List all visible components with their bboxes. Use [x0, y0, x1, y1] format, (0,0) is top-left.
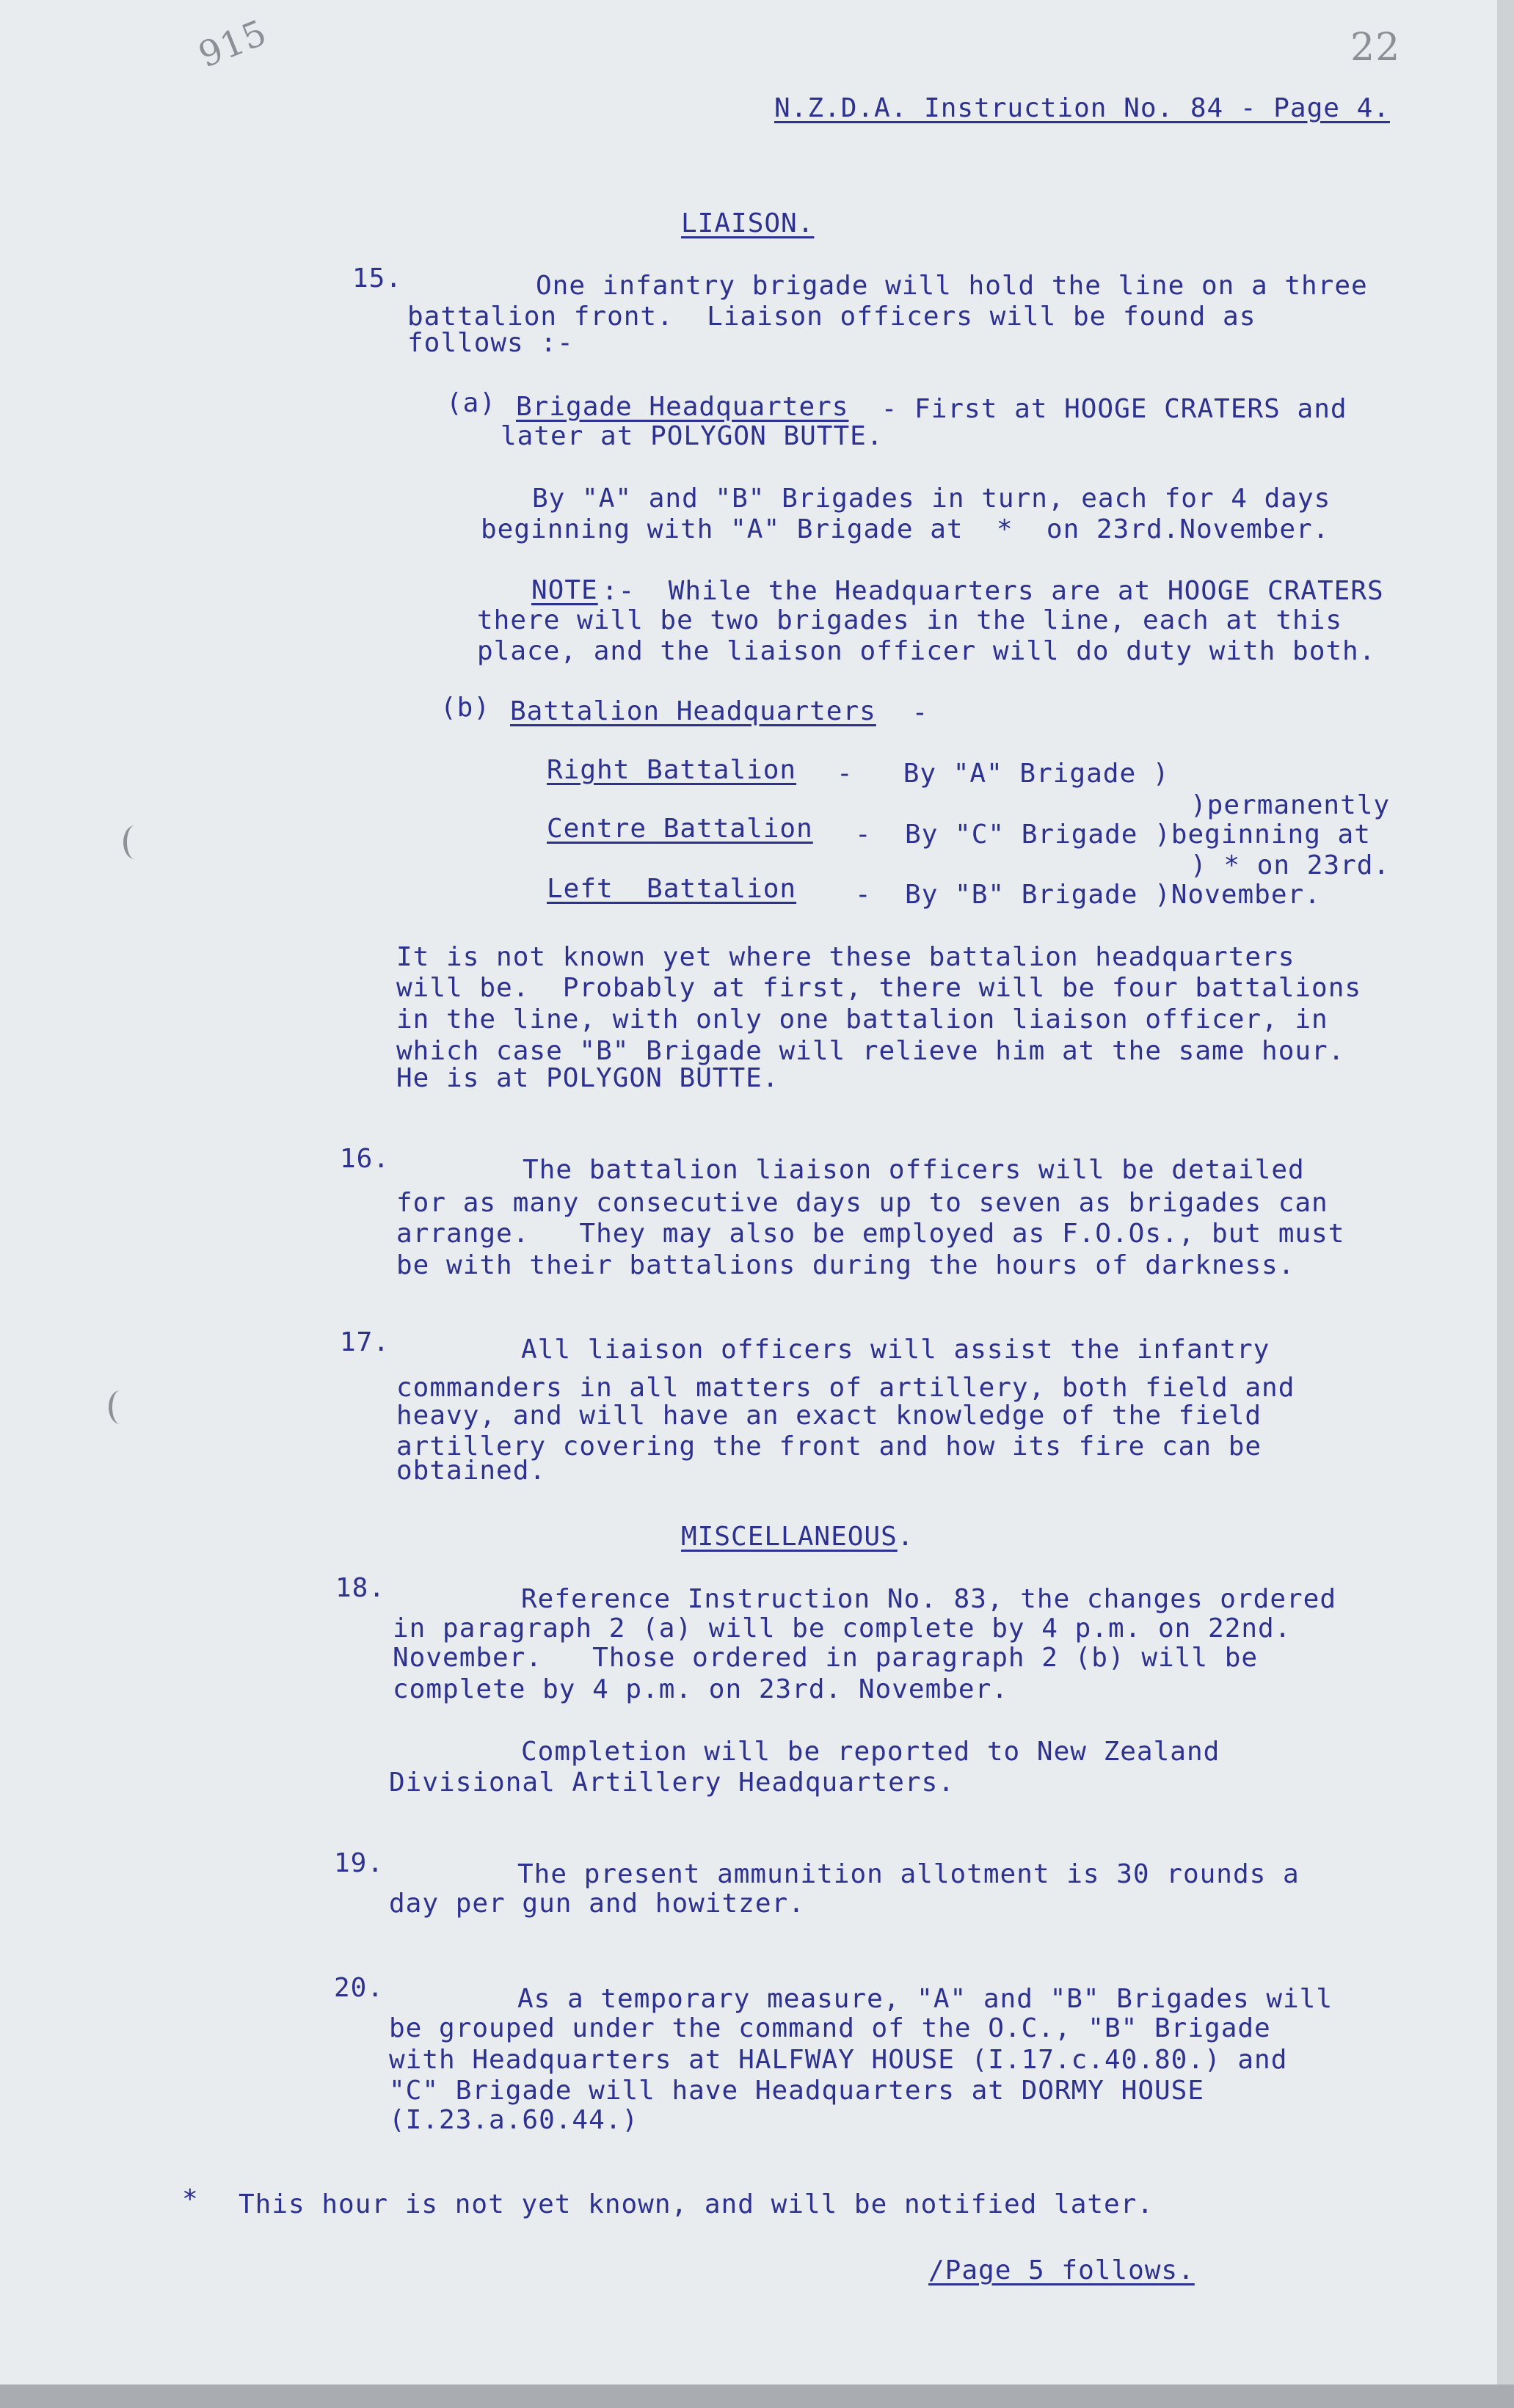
- para-text-line: One infantry brigade will hold the line on a three: [536, 271, 1368, 301]
- section-heading-miscellaneous: [681, 1522, 914, 1552]
- para-text-line: Reference Instruction No. 83, the changes ordered: [521, 1584, 1337, 1614]
- para-text-line: All liaison officers will assist the infantry: [521, 1335, 1270, 1365]
- para-text-line: commanders in all matters of artillery, both field and: [396, 1373, 1295, 1403]
- subpara-a-label: (a): [446, 388, 497, 418]
- battalion-left-allocation: - By "B" Brigade )November.: [855, 880, 1321, 910]
- para-text-line: which case "B" Brigade will relieve him at the same hour.: [396, 1036, 1345, 1066]
- para-text-line: As a temporary measure, "A" and "B" Brigades will: [517, 1984, 1333, 2014]
- battalion-centre: Centre Battalion: [547, 814, 813, 844]
- para-text-line: He is at POLYGON BUTTE.: [396, 1063, 779, 1093]
- para-text-line: beginning with "A" Brigade at * on 23rd.November.: [481, 514, 1330, 544]
- para-text-line: artillery covering the front and how its fire can be: [396, 1431, 1262, 1462]
- miscellaneous-heading-dot: .: [897, 1522, 914, 1552]
- subpara-b-label: (b): [440, 693, 491, 723]
- para-text-line: heavy, and will have an exact knowledge of the field: [396, 1401, 1262, 1431]
- battalion-left: Left Battalion: [547, 874, 797, 904]
- para-text-line: By "A" and "B" Brigades in turn, each for 4 days: [532, 484, 1331, 514]
- para-text-line: be grouped under the command of the O.C., "B" Brigade: [389, 2013, 1271, 2043]
- para-text-line: there will be two brigades in the line, each at this: [477, 605, 1343, 635]
- para-text-line: later at POLYGON BUTTE.: [501, 421, 884, 451]
- miscellaneous-heading-text: MISCELLANEOUS: [681, 1522, 898, 1552]
- para-text-line: in the line, with only one battalion liaison officer, in: [396, 1004, 1328, 1035]
- para-text-line: day per gun and howitzer.: [389, 1889, 805, 1919]
- para-text-line: will be. Probably at first, there will be four battalions: [396, 973, 1362, 1003]
- para-text-line: Divisional Artillery Headquarters.: [389, 1767, 955, 1798]
- para-text-line: complete by 4 p.m. on 23rd. November.: [393, 1674, 1008, 1704]
- para-text-line: obtained.: [396, 1456, 547, 1486]
- subpara-b-title: Battalion Headquarters: [510, 696, 876, 726]
- para-number: 20.: [334, 1973, 385, 2003]
- footnote-asterisk: *: [182, 2184, 199, 2214]
- para-number: 16.: [340, 1144, 390, 1174]
- para-number: 18.: [335, 1573, 386, 1603]
- para-text-line: It is not known yet where these battalion headquarters: [396, 942, 1295, 972]
- subpara-a-title: Brigade Headquarters: [516, 392, 849, 422]
- para-text-line: battalion front. Liaison officers will be found as: [407, 302, 1256, 332]
- para-text-line: follows :-: [407, 328, 574, 358]
- para-text-line: "C" Brigade will have Headquarters at DORMY HOUSE: [389, 2076, 1205, 2106]
- para-text-line: place, and the liaison officer will do duty with both.: [477, 636, 1376, 666]
- para-text-line: Completion will be reported to New Zealand: [521, 1737, 1220, 1767]
- para-text-line: in paragraph 2 (a) will be complete by 4 p.m. on 22nd.: [393, 1613, 1292, 1643]
- page-stack-edge: [1497, 0, 1514, 2408]
- brace-note: )permanently: [1190, 790, 1391, 820]
- para-text-line: (I.23.a.60.44.): [389, 2105, 639, 2135]
- note-label: NOTE: [531, 575, 598, 605]
- para-number: 15.: [352, 263, 403, 293]
- battalion-right: Right Battalion: [547, 755, 797, 785]
- para-text-line: for as many consecutive days up to seven as brigades can: [396, 1188, 1328, 1218]
- para-number: 19.: [334, 1848, 385, 1878]
- para-number: 17.: [340, 1327, 390, 1357]
- para-text-line: arrange. They may also be employed as F.O.Os., but must: [396, 1219, 1345, 1249]
- brace-note: ) * on 23rd.: [1190, 850, 1391, 880]
- punch-hole-top: [123, 825, 146, 859]
- page-continues-note: /Page 5 follows.: [928, 2255, 1195, 2285]
- folio-number-left: 915: [192, 12, 273, 76]
- footnote-text: This hour is not yet known, and will be notified later.: [239, 2189, 1154, 2219]
- para-text-line: The present ammunition allotment is 30 rounds a: [517, 1859, 1300, 1889]
- para-text-line: :- While the Headquarters are at HOOGE CRATERS: [602, 576, 1384, 606]
- punch-hole-bottom: [109, 1390, 131, 1424]
- para-text-line: with Headquarters at HALFWAY HOUSE (I.17.c.40.80.) and: [389, 2045, 1288, 2075]
- battalion-right-allocation: - By "A" Brigade ): [837, 759, 1170, 789]
- section-heading-liaison: LIAISON.: [681, 208, 815, 238]
- battalion-centre-allocation: - By "C" Brigade )beginning at: [855, 820, 1371, 850]
- para-text-line: November. Those ordered in paragraph 2 (b) will be: [393, 1643, 1259, 1673]
- page-stack-bottom: [0, 2385, 1514, 2408]
- para-text-line: be with their battalions during the hours of darkness.: [396, 1250, 1295, 1280]
- folio-number-right: 22: [1350, 26, 1401, 70]
- para-text-line: -: [895, 698, 929, 728]
- page-header: N.Z.D.A. Instruction No. 84 - Page 4.: [774, 93, 1390, 123]
- para-text-line: - First at HOOGE CRATERS and: [865, 394, 1347, 424]
- para-text-line: The battalion liaison officers will be detailed: [523, 1155, 1305, 1185]
